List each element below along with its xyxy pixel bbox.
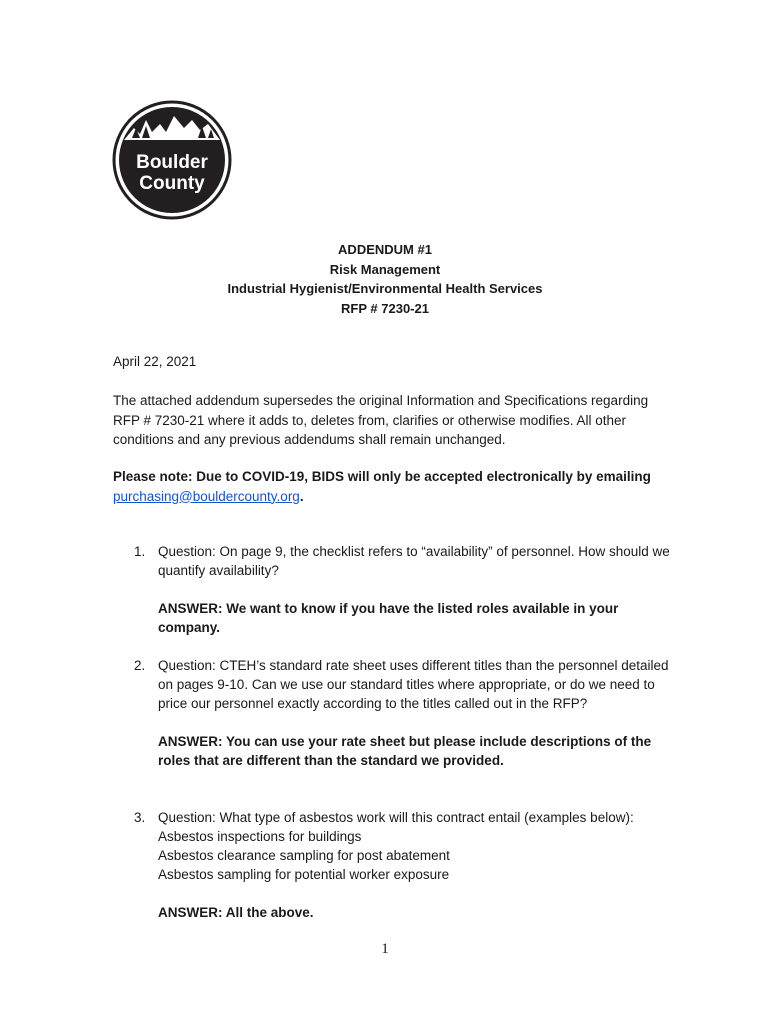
page-number: 1 (381, 941, 389, 957)
question-text: Question: CTEH’s standard rate sheet uses different titles than the personnel detailed on pages 9-10. Can we use our standard titles where appropriate, or do we need to price our personnel exactly according to the titles called out in the RFP? (158, 658, 669, 711)
question-number: 3. (134, 810, 146, 825)
covid-note-trail: . (299, 488, 304, 504)
answer-text: ANSWER: All the above. (158, 905, 314, 920)
question-line: Question: What type of asbestos work will this contract entail (examples below): (158, 810, 634, 825)
example-item: Asbestos sampling for potential worker exposure (158, 867, 450, 882)
question-item-1 (134, 542, 674, 637)
question-number: 1. (134, 544, 146, 559)
document-header (0, 240, 770, 318)
document-date: April 22, 2021 (113, 354, 197, 369)
rfp-number: RFP # 7230-21 (341, 300, 429, 316)
answer-text: ANSWER: You can use your rate sheet but please include descriptions of the roles that are different than the standard we provided. (158, 734, 652, 768)
example-item: Asbestos inspections for buildings (158, 829, 362, 844)
addendum-title: ADDENDUM #1 (338, 242, 432, 257)
question-item-3 (134, 808, 674, 922)
intro-paragraph: The attached addendum supersedes the original Information and Specifications regarding RFP # 7230-21 where it adds to, deletes from, clarifies or otherwise modifies. All other conditions and any previous addendums shall remain unchanged. (113, 393, 649, 447)
boulder-county-logo (112, 98, 232, 222)
question-number: 2. (134, 658, 146, 673)
department: Risk Management (329, 261, 441, 277)
answer-text: ANSWER: We want to know if you have the listed roles available in your company. (158, 601, 619, 635)
logo-line-2: County (139, 173, 205, 194)
covid-note-text: Please note: Due to COVID-19, BIDS will only be accepted electronically by emailing (113, 469, 651, 484)
logo-line-1: Boulder (136, 152, 208, 173)
example-item: Asbestos clearance sampling for post abatement (158, 848, 450, 863)
question-item-2 (134, 656, 674, 770)
covid-note (113, 467, 673, 506)
question-text: Question: On page 9, the checklist refers to “availability” of personnel. How should we quantify availability? (158, 544, 670, 578)
purchasing-email-link[interactable]: purchasing@bouldercounty.org (113, 488, 300, 504)
services-title: Industrial Hygienist/Environmental Health Services (227, 281, 543, 296)
question-text (158, 808, 674, 884)
